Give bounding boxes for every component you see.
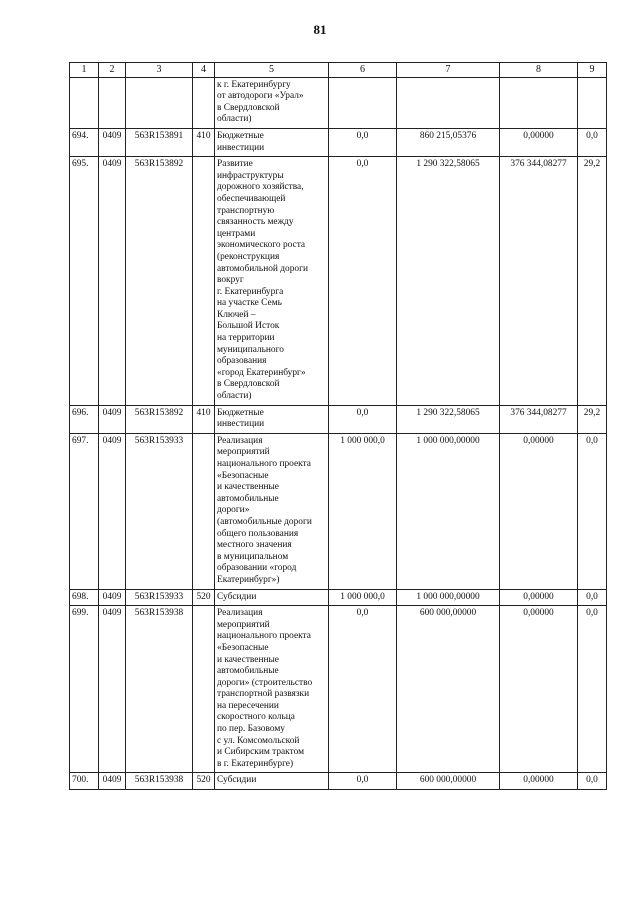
table-row [70, 128, 607, 156]
value-col6: 0,0 [329, 773, 397, 790]
item-name: Бюджетные инвестиции [215, 405, 329, 433]
section-code: 0409 [99, 405, 126, 433]
value-col7 [397, 77, 500, 128]
section-code: 0409 [99, 157, 126, 405]
expense-type [193, 77, 215, 128]
header-cell: 9 [578, 63, 607, 78]
value-col6: 0,0 [329, 128, 397, 156]
expense-type: 520 [193, 773, 215, 790]
row-number: 700. [70, 773, 99, 790]
section-code: 0409 [99, 128, 126, 156]
item-name: Субсидии [215, 773, 329, 790]
value-col7: 1 000 000,00000 [397, 589, 500, 606]
page-number: 81 [313, 22, 327, 37]
table-row [70, 773, 607, 790]
header-cell: 2 [99, 63, 126, 78]
row-number: 695. [70, 157, 99, 405]
value-col8: 376 344,08277 [500, 405, 578, 433]
header-cell: 4 [193, 63, 215, 78]
value-col8: 0,00000 [500, 606, 578, 773]
table-row [70, 157, 607, 405]
value-col6 [329, 77, 397, 128]
expense-type: 520 [193, 589, 215, 606]
value-col8: 0,00000 [500, 589, 578, 606]
header-cell: 7 [397, 63, 500, 78]
table-row [70, 405, 607, 433]
item-name: к г. Екатеринбургу от автодороги «Урал» в Свердловской области) [215, 77, 329, 128]
value-col8: 0,00000 [500, 433, 578, 589]
value-col6: 0,0 [329, 606, 397, 773]
section-code: 0409 [99, 433, 126, 589]
value-col8: 0,00000 [500, 773, 578, 790]
item-name: Реализация мероприятий национального проекта «Безопасные и качественные автомобильные дороги» (автомобильные дороги общего пользования местного значения в муниципальном образовании «город Екатеринбург») [215, 433, 329, 589]
target-code [126, 77, 193, 128]
header-cell: 6 [329, 63, 397, 78]
expense-type: 410 [193, 128, 215, 156]
expense-type [193, 606, 215, 773]
section-code: 0409 [99, 606, 126, 773]
value-col9: 0,0 [578, 773, 607, 790]
expense-type [193, 433, 215, 589]
value-col7: 1 000 000,00000 [397, 433, 500, 589]
value-col9: 29,2 [578, 157, 607, 405]
value-col8: 376 344,08277 [500, 157, 578, 405]
target-code: 563R153892 [126, 405, 193, 433]
value-col9 [578, 77, 607, 128]
target-code: 563R153938 [126, 606, 193, 773]
target-code: 563R153892 [126, 157, 193, 405]
header-cell: 3 [126, 63, 193, 78]
table-row [70, 77, 607, 128]
expense-type [193, 157, 215, 405]
target-code: 563R153933 [126, 433, 193, 589]
item-name: Реализация мероприятий национального проекта «Безопасные и качественные автомобильные дороги» (строительство транспортной развязки на пересечении скоростного кольца по пер. Базовому с ул. Комсомольской и Сибирским трактом в г. Екатеринбурге) [215, 606, 329, 773]
budget-table [69, 62, 607, 790]
target-code: 563R153938 [126, 773, 193, 790]
table-row [70, 433, 607, 589]
item-name: Развитие инфраструктуры дорожного хозяйства, обеспечивающей транспортную связанность между центрами экономического роста (реконструкция автомобильной дороги вокруг г. Екатеринбурга на участке Семь Ключей – Большой Исток на территории муниципального образования «город Екатеринбург» в Свердловской области) [215, 157, 329, 405]
value-col6: 1 000 000,0 [329, 589, 397, 606]
value-col6: 0,0 [329, 157, 397, 405]
value-col9: 0,0 [578, 589, 607, 606]
section-code: 0409 [99, 773, 126, 790]
value-col7: 860 215,05376 [397, 128, 500, 156]
value-col8: 0,00000 [500, 128, 578, 156]
value-col9: 0,0 [578, 606, 607, 773]
expense-type: 410 [193, 405, 215, 433]
table-row [70, 606, 607, 773]
table-header-row [70, 63, 607, 78]
target-code: 563R153891 [126, 128, 193, 156]
row-number: 694. [70, 128, 99, 156]
value-col9: 0,0 [578, 128, 607, 156]
row-number: 699. [70, 606, 99, 773]
value-col7: 1 290 322,58065 [397, 157, 500, 405]
row-number: 697. [70, 433, 99, 589]
value-col6: 0,0 [329, 405, 397, 433]
value-col7: 600 000,00000 [397, 606, 500, 773]
target-code: 563R153933 [126, 589, 193, 606]
row-number: 698. [70, 589, 99, 606]
header-cell: 5 [215, 63, 329, 78]
table-row [70, 589, 607, 606]
value-col8 [500, 77, 578, 128]
header-cell: 1 [70, 63, 99, 78]
value-col9: 29,2 [578, 405, 607, 433]
row-number: 696. [70, 405, 99, 433]
item-name: Бюджетные инвестиции [215, 128, 329, 156]
item-name: Субсидии [215, 589, 329, 606]
value-col9: 0,0 [578, 433, 607, 589]
section-code [99, 77, 126, 128]
header-cell: 8 [500, 63, 578, 78]
value-col7: 600 000,00000 [397, 773, 500, 790]
value-col6: 1 000 000,0 [329, 433, 397, 589]
value-col7: 1 290 322,58065 [397, 405, 500, 433]
section-code: 0409 [99, 589, 126, 606]
row-number [70, 77, 99, 128]
